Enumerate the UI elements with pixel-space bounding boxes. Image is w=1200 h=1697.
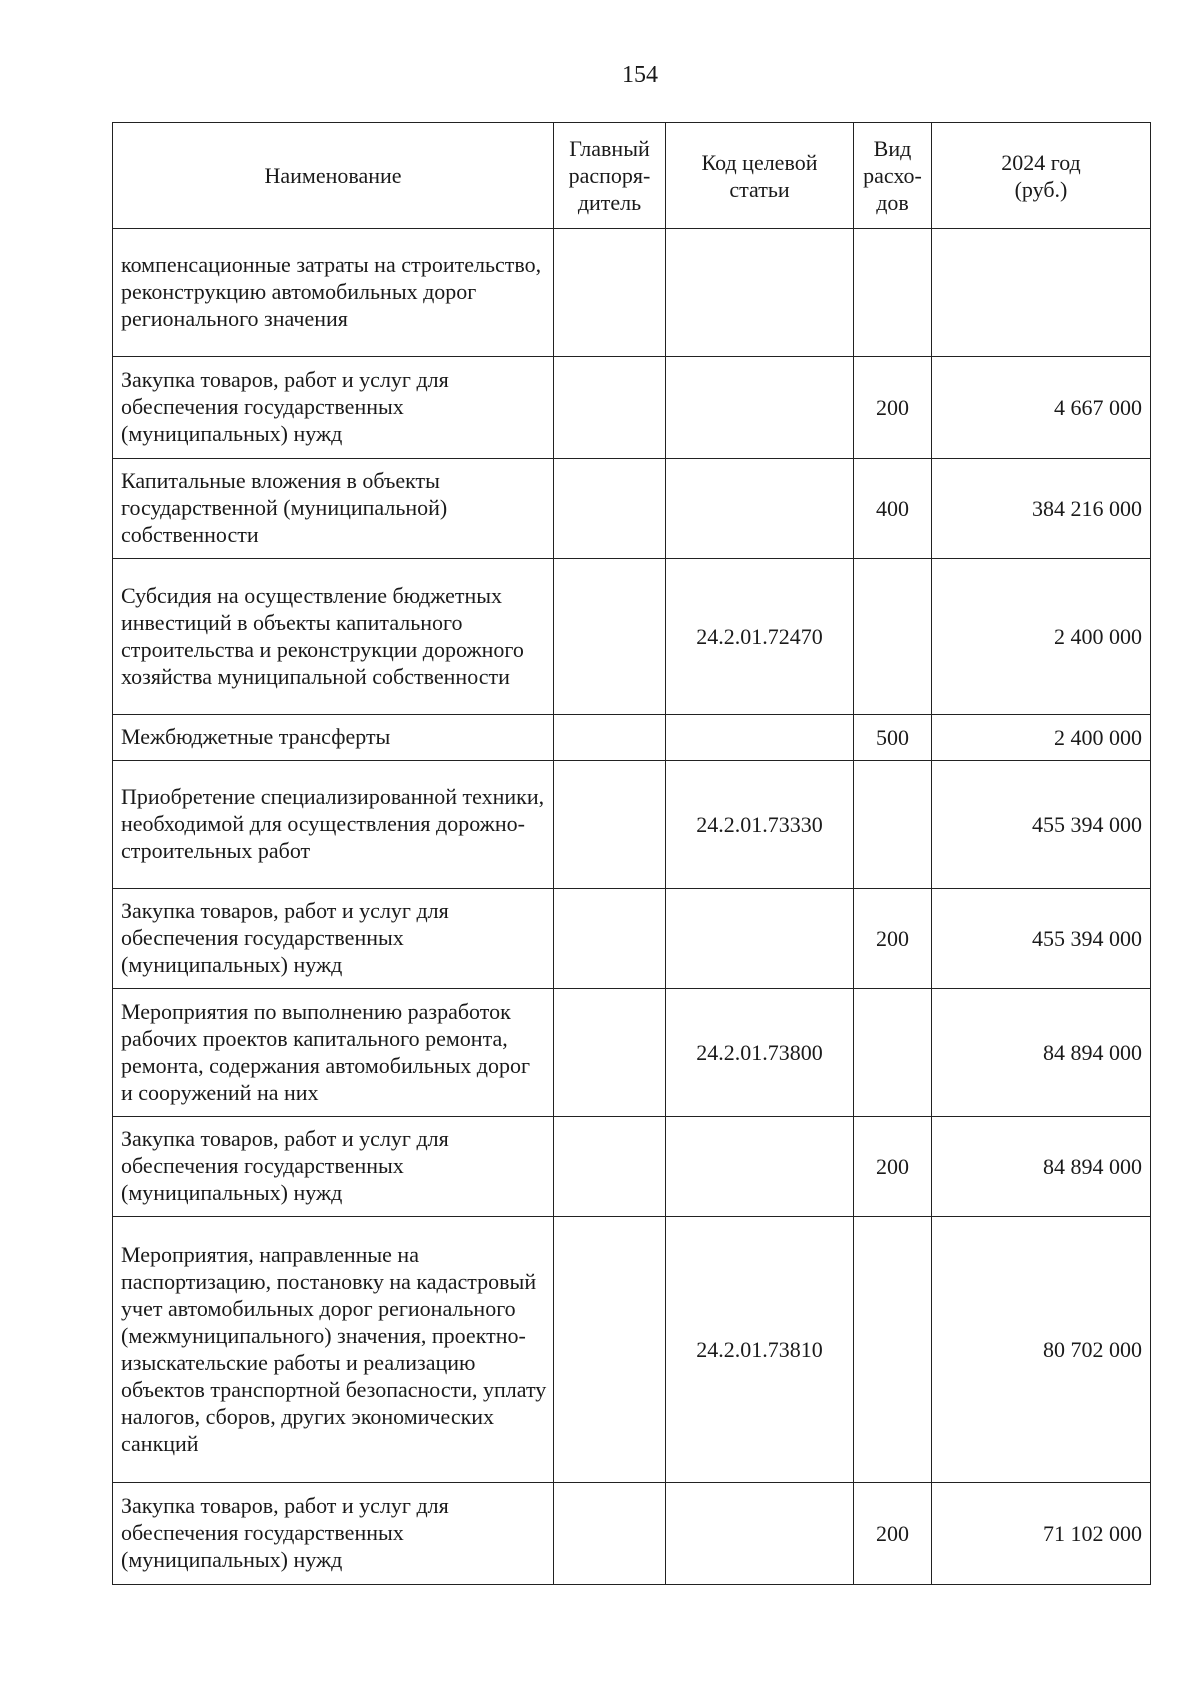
table-row (113, 989, 1151, 1117)
row-expense-type (854, 761, 932, 889)
header-expense-type: Вид расхо- дов (854, 123, 932, 229)
row-expense-type (854, 989, 932, 1117)
row-amount: 2 400 000 (932, 559, 1151, 715)
row-main-manager (554, 229, 666, 357)
row-amount: 80 702 000 (932, 1217, 1151, 1483)
row-target-code (666, 889, 854, 989)
row-expense-type (854, 1217, 932, 1483)
row-main-manager (554, 1117, 666, 1217)
row-expense-type: 200 (854, 1483, 932, 1585)
table-row (113, 1483, 1151, 1585)
row-amount: 4 667 000 (932, 357, 1151, 459)
row-expense-type: 200 (854, 357, 932, 459)
row-amount: 2 400 000 (932, 715, 1151, 761)
row-amount (932, 229, 1151, 357)
row-name: Приобретение специализированной техники, необходимой для осуществления дорожно-строительных работ (113, 761, 554, 889)
row-name: Закупка товаров, работ и услуг для обеспечения государственных (муниципальных) нужд (113, 889, 554, 989)
header-target-code: Код целевой статьи (666, 123, 854, 229)
row-main-manager (554, 459, 666, 559)
row-main-manager (554, 357, 666, 459)
table-row (113, 229, 1151, 357)
row-expense-type: 200 (854, 889, 932, 989)
table-row (113, 559, 1151, 715)
row-target-code (666, 357, 854, 459)
row-target-code (666, 459, 854, 559)
row-expense-type: 200 (854, 1117, 932, 1217)
row-name: компенсационные затраты на строительство, реконструкцию автомобильных дорог регионального значения (113, 229, 554, 357)
row-name: Межбюджетные трансферты (113, 715, 554, 761)
row-amount: 455 394 000 (932, 761, 1151, 889)
table-row (113, 1117, 1151, 1217)
row-amount: 84 894 000 (932, 989, 1151, 1117)
row-target-code: 24.2.01.73330 (666, 761, 854, 889)
row-main-manager (554, 989, 666, 1117)
table-body (113, 229, 1151, 1585)
row-name: Субсидия на осуществление бюджетных инвестиций в объекты капитального строительства и реконструкции дорожного хозяйства муниципальной собственности (113, 559, 554, 715)
row-name: Мероприятия, направленные на паспортизацию, постановку на кадастровый учет автомобильных дорог регионального (межмуниципального) значения, проектно-изыскательские работы и реализацию объектов транспортной безопасности, уплату налогов, сборов, других экономических санкций (113, 1217, 554, 1483)
row-target-code: 24.2.01.73800 (666, 989, 854, 1117)
row-main-manager (554, 1217, 666, 1483)
row-target-code: 24.2.01.72470 (666, 559, 854, 715)
row-target-code (666, 229, 854, 357)
row-name: Мероприятия по выполнению разработок рабочих проектов капитального ремонта, ремонта, содержания автомобильных дорог и сооружений на них (113, 989, 554, 1117)
budget-table (112, 122, 1151, 1585)
table-row (113, 889, 1151, 989)
row-target-code (666, 1483, 854, 1585)
header-year-2024: 2024 год (руб.) (932, 123, 1151, 229)
row-name: Капитальные вложения в объекты государственной (муниципальной) собственности (113, 459, 554, 559)
table-row (113, 459, 1151, 559)
row-main-manager (554, 761, 666, 889)
row-amount: 455 394 000 (932, 889, 1151, 989)
row-main-manager (554, 715, 666, 761)
row-name: Закупка товаров, работ и услуг для обеспечения государственных (муниципальных) нужд (113, 1483, 554, 1585)
row-name: Закупка товаров, работ и услуг для обеспечения государственных (муниципальных) нужд (113, 1117, 554, 1217)
row-main-manager (554, 1483, 666, 1585)
header-name: Наименование (113, 123, 554, 229)
row-amount: 71 102 000 (932, 1483, 1151, 1585)
table-header-row (113, 123, 1151, 229)
page-number: 154 (622, 62, 658, 88)
header-main-manager: Главный распоря- дитель (554, 123, 666, 229)
row-main-manager (554, 889, 666, 989)
row-expense-type: 500 (854, 715, 932, 761)
row-target-code: 24.2.01.73810 (666, 1217, 854, 1483)
row-expense-type (854, 559, 932, 715)
row-main-manager (554, 559, 666, 715)
row-expense-type (854, 229, 932, 357)
row-expense-type: 400 (854, 459, 932, 559)
row-amount: 384 216 000 (932, 459, 1151, 559)
row-target-code (666, 1117, 854, 1217)
row-target-code (666, 715, 854, 761)
table-row (113, 761, 1151, 889)
table-row (113, 357, 1151, 459)
row-amount: 84 894 000 (932, 1117, 1151, 1217)
table-row (113, 715, 1151, 761)
row-name: Закупка товаров, работ и услуг для обеспечения государственных (муниципальных) нужд (113, 357, 554, 459)
table-row (113, 1217, 1151, 1483)
